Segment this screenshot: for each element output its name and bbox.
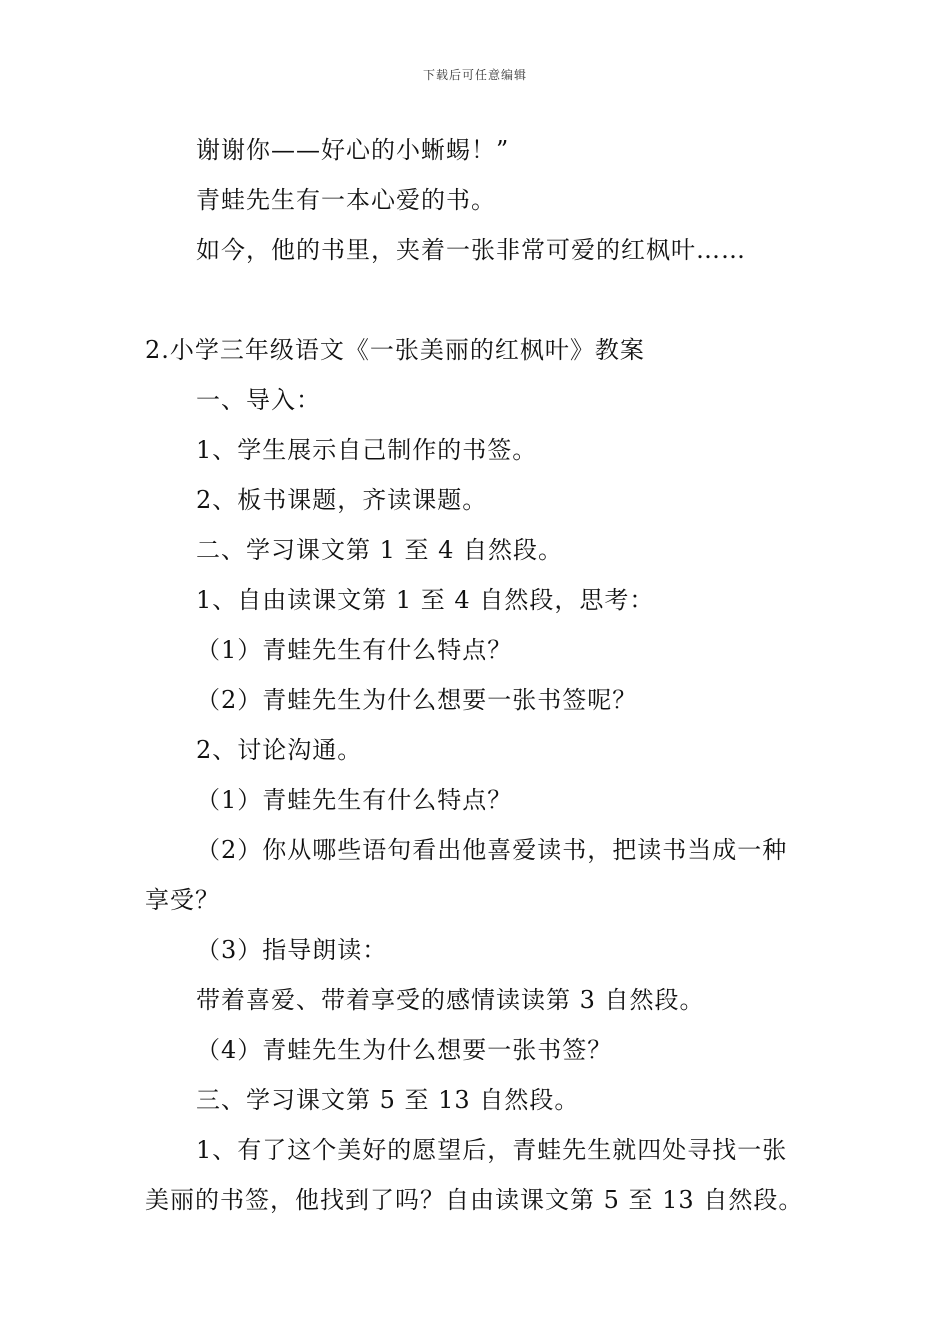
paragraph-line: 三、学习课文第 5 至 13 自然段。	[196, 1086, 580, 1114]
header-note: 下载后可任意编辑	[422, 68, 527, 82]
paragraph-line: 谢谢你——好心的小蜥蜴！”	[196, 136, 510, 164]
paragraph-line: 2、讨论沟通。	[196, 736, 363, 764]
paragraph-line: 美丽的书签，他找到了吗？自由读课文第 5 至 13 自然段。	[145, 1186, 804, 1214]
paragraph-line: （2）青蛙先生为什么想要一张书签呢？	[196, 686, 638, 714]
paragraph-line: （1）青蛙先生有什么特点？	[196, 636, 513, 664]
paragraph-line: 1、自由读课文第 1 至 4 自然段，思考：	[196, 586, 655, 614]
paragraph-line: 带着喜爱、带着享受的感情读读第 3 自然段。	[196, 986, 705, 1014]
paragraph-line: （4）青蛙先生为什么想要一张书签？	[196, 1036, 613, 1064]
paragraph-line: （3）指导朗读：	[196, 936, 388, 964]
paragraph-line: 2、板书课题，齐读课题。	[196, 486, 488, 514]
paragraph-line: 1、有了这个美好的愿望后，青蛙先生就四处寻找一张	[196, 1136, 788, 1164]
paragraph-line: （1）青蛙先生有什么特点？	[196, 786, 513, 814]
section-heading: 2.小学三年级语文《一张美丽的红枫叶》教案	[145, 336, 645, 364]
paragraph-line: 1、学生展示自己制作的书签。	[196, 436, 538, 464]
paragraph-line: （2）你从哪些语句看出他喜爱读书，把读书当成一种	[196, 836, 788, 864]
paragraph-line: 如今，他的书里，夹着一张非常可爱的红枫叶……	[196, 236, 746, 264]
paragraph-line: 享受？	[145, 886, 220, 914]
paragraph-line: 青蛙先生有一本心爱的书。	[196, 186, 496, 214]
paragraph-line: 一、导入：	[196, 386, 321, 414]
paragraph-line: 二、学习课文第 1 至 4 自然段。	[196, 536, 564, 564]
